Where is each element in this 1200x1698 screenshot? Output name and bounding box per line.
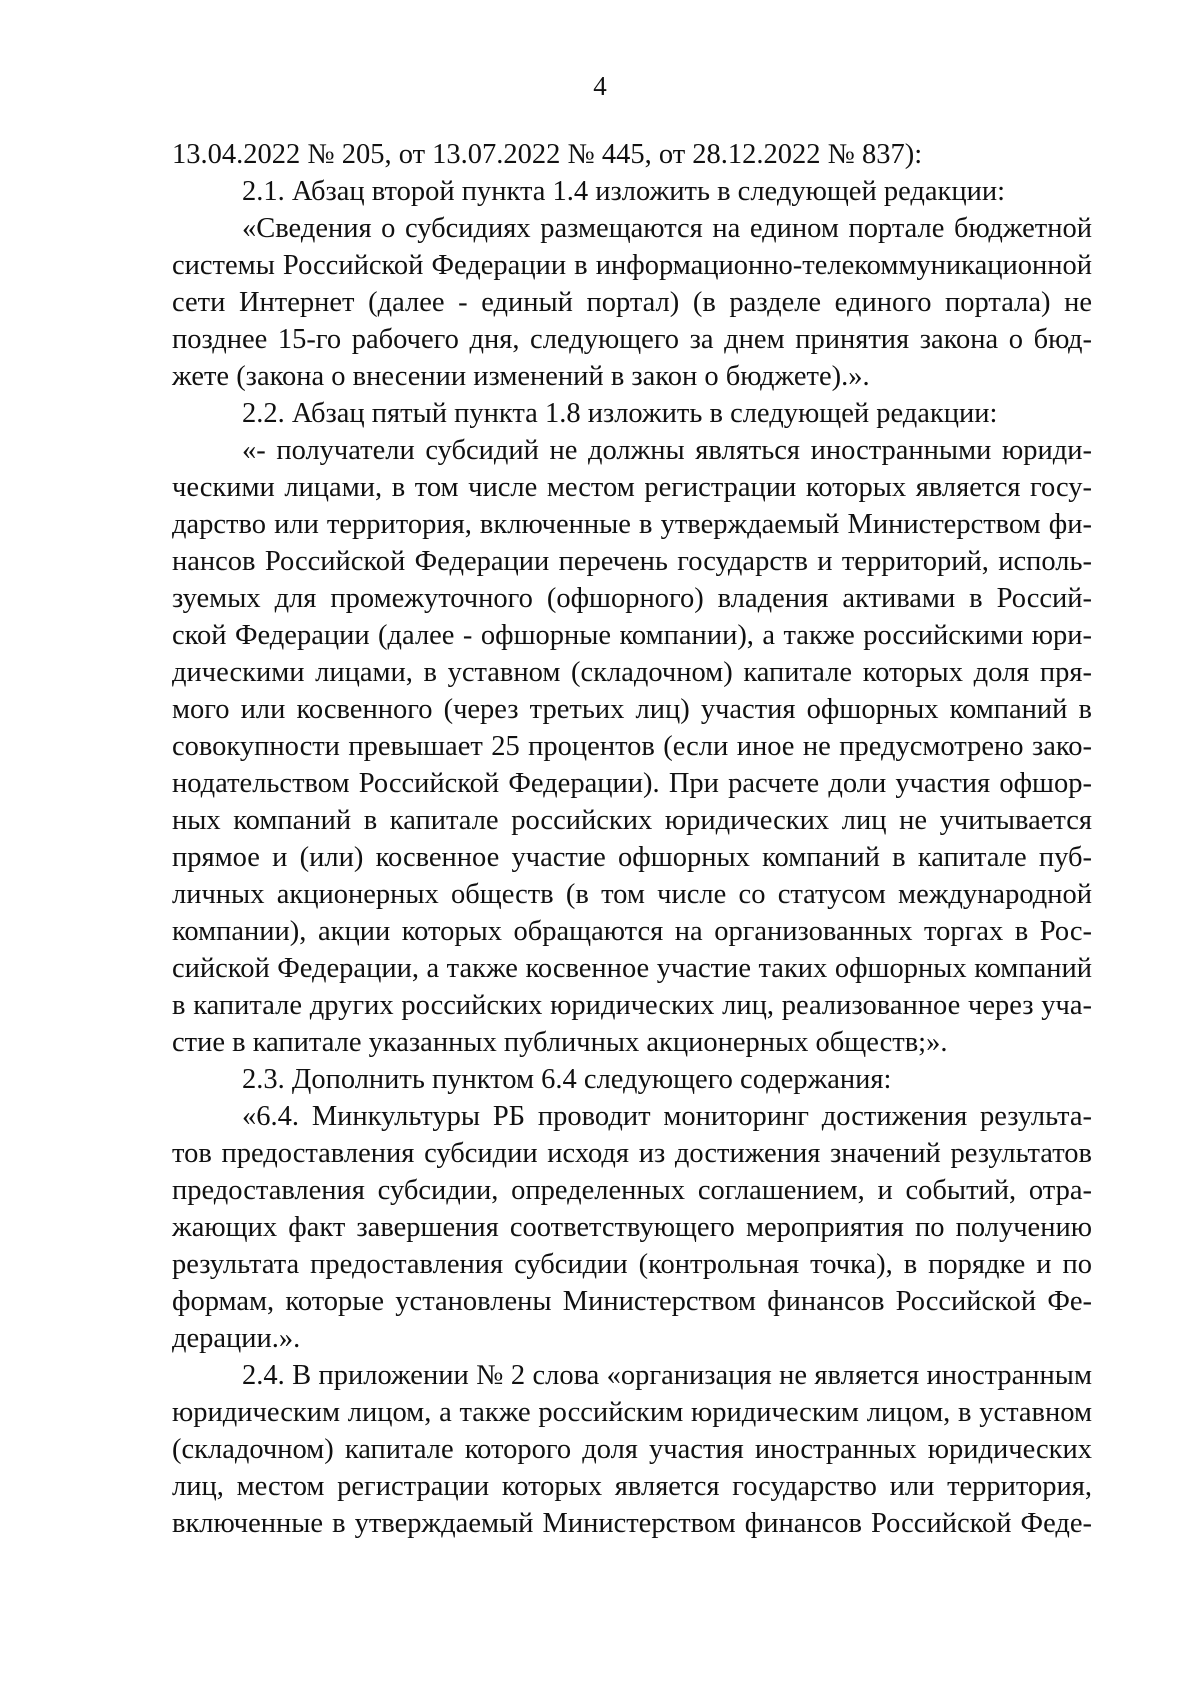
- document-body: [172, 136, 1092, 1542]
- text-line: «- получатели субсидий не должны являться иностранными юриди-: [242, 435, 1092, 466]
- text-line: зуемых для промежуточного (офшорного) владения активами в Россий-: [172, 583, 1092, 614]
- text-line: позднее 15-го рабочего дня, следующего за днем принятия закона о бюд-: [172, 324, 1092, 355]
- text-line: включенные в утверждаемый Министерством финансов Российской Феде-: [172, 1508, 1092, 1539]
- text-line: дерации.».: [172, 1323, 301, 1354]
- text-line: системы Российской Федерации в информационно-телекоммуникационной: [172, 250, 1092, 281]
- text-line: ных компаний в капитале российских юридических лиц не учитывается: [172, 805, 1092, 836]
- text-line: дарство или территория, включенные в утверждаемый Министерством фи-: [172, 509, 1092, 540]
- text-line: 2.4. В приложении № 2 слова «организация не является иностранным: [242, 1360, 1092, 1391]
- text-line: нодательством Российской Федерации). При расчете доли участия офшор-: [172, 768, 1092, 799]
- text-line: дическими лицами, в уставном (складочном) капитале которых доля пря-: [172, 657, 1092, 688]
- text-line: формам, которые установлены Министерством финансов Российской Фе-: [172, 1286, 1092, 1317]
- text-line: предоставления субсидии, определенных соглашением, и событий, отра-: [172, 1175, 1092, 1206]
- text-line: совокупности превышает 25 процентов (если иное не предусмотрено зако-: [172, 731, 1092, 762]
- text-line: результата предоставления субсидии (контрольная точка), в порядке и по: [172, 1249, 1092, 1280]
- text-line: ческими лицами, в том числе местом регистрации которых является госу-: [172, 472, 1092, 503]
- text-line: 13.04.2022 № 205, от 13.07.2022 № 445, от 28.12.2022 № 837):: [172, 139, 923, 170]
- text-line: мого или косвенного (через третьих лиц) участия офшорных компаний в: [172, 694, 1092, 725]
- text-line: 2.3. Дополнить пунктом 6.4 следующего содержания:: [242, 1064, 892, 1095]
- text-line: лиц, местом регистрации которых является государство или территория,: [172, 1471, 1092, 1502]
- text-line: стие в капитале указанных публичных акционерных обществ;».: [172, 1027, 948, 1058]
- text-line: ской Федерации (далее - офшорные компании), а также российскими юри-: [172, 620, 1092, 651]
- text-line: жете (закона о внесении изменений в закон о бюджете).».: [172, 361, 870, 392]
- text-line: «Сведения о субсидиях размещаются на едином портале бюджетной: [242, 213, 1092, 244]
- text-line: 2.2. Абзац пятый пункта 1.8 изложить в следующей редакции:: [242, 398, 998, 429]
- text-line: компании), акции которых обращаются на организованных торгах в Рос-: [172, 916, 1092, 947]
- page-number: 4: [593, 71, 607, 101]
- text-line: сийской Федерации, а также косвенное участие таких офшорных компаний: [172, 953, 1092, 984]
- text-line: прямое и (или) косвенное участие офшорных компаний в капитале пуб-: [172, 842, 1092, 873]
- text-line: сети Интернет (далее - единый портал) (в разделе единого портала) не: [172, 287, 1092, 318]
- text-line: в капитале других российских юридических лиц, реализованное через уча-: [172, 990, 1092, 1021]
- text-line: «6.4. Минкультуры РБ проводит мониторинг достижения результа-: [242, 1101, 1092, 1132]
- text-line: тов предоставления субсидии исходя из достижения значений результатов: [172, 1138, 1092, 1169]
- text-line: личных акционерных обществ (в том числе со статусом международной: [172, 879, 1092, 910]
- text-line: юридическим лицом, а также российским юридическим лицом, в уставном: [172, 1397, 1092, 1428]
- text-line: жающих факт завершения соответствующего мероприятия по получению: [172, 1212, 1092, 1243]
- text-line: нансов Российской Федерации перечень государств и территорий, исполь-: [172, 546, 1092, 577]
- text-line: (складочном) капитале которого доля участия иностранных юридических: [172, 1434, 1092, 1465]
- text-line: 2.1. Абзац второй пункта 1.4 изложить в следующей редакции:: [242, 176, 1006, 207]
